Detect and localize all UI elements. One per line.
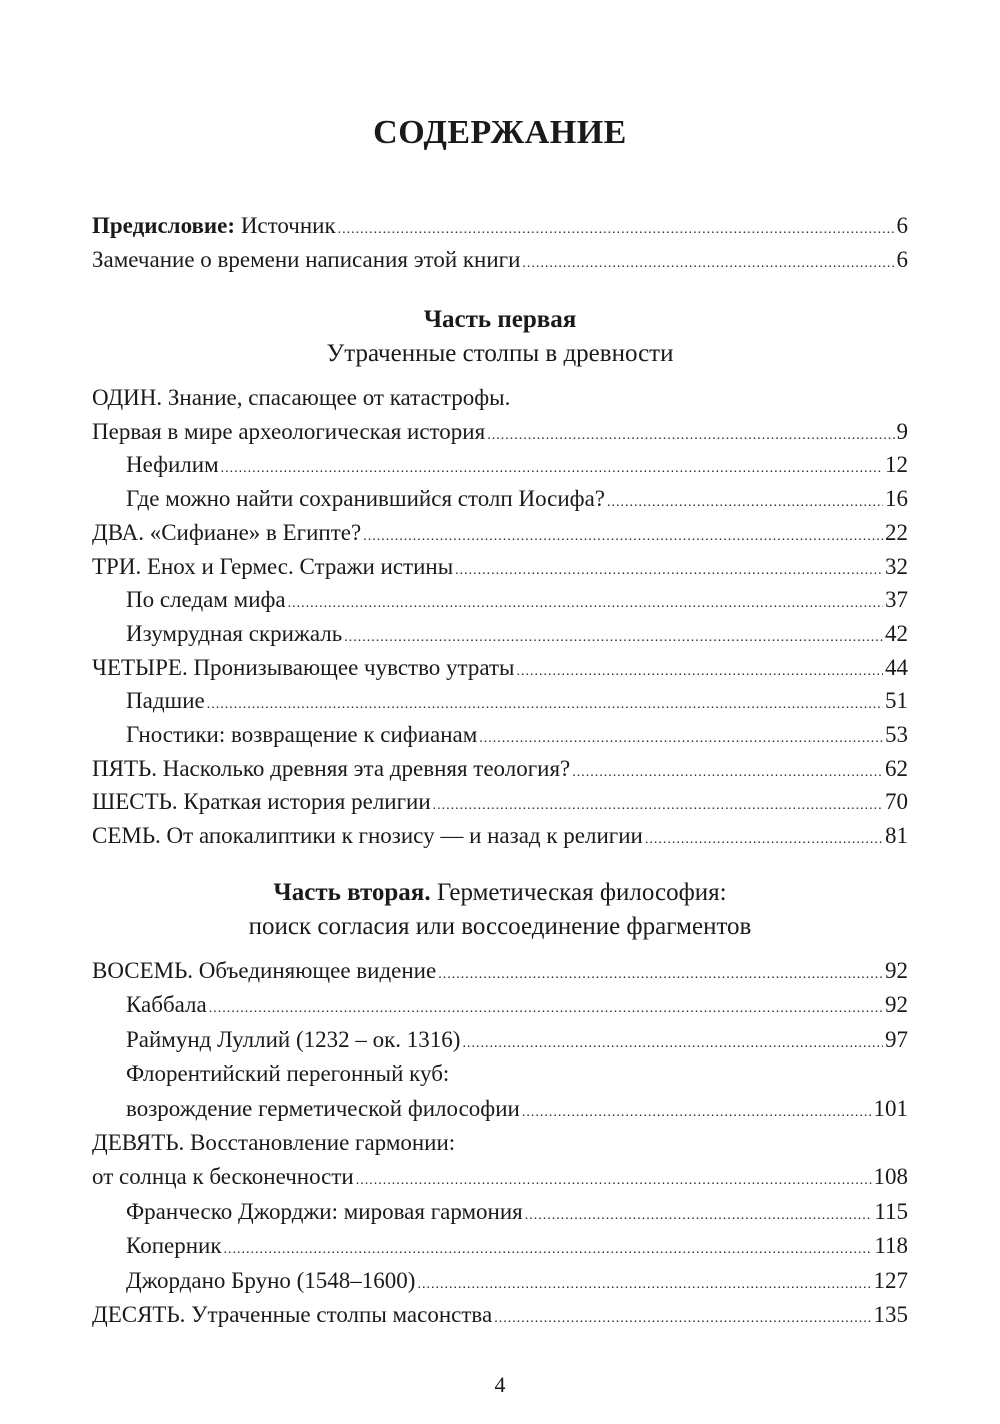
toc-entry[interactable] bbox=[92, 785, 908, 819]
toc-label-text: Источник bbox=[235, 213, 336, 238]
toc-entry[interactable] bbox=[92, 651, 908, 685]
page-number: 4 bbox=[494, 1372, 506, 1397]
toc-entry-label bbox=[92, 209, 336, 243]
toc-entry-label: Флорентийский перегонный куб: bbox=[126, 1061, 450, 1087]
toc-entry-label: СЕМЬ. От апокалиптики к гнозису — и назад к религии bbox=[92, 823, 643, 849]
toc-page-number: 22 bbox=[885, 519, 908, 545]
part1-subtitle: Утраченные столпы в древности bbox=[326, 340, 674, 367]
toc-entry[interactable] bbox=[92, 1057, 908, 1091]
toc-page-number: 135 bbox=[873, 1302, 908, 1327]
toc-entry-label: ТРИ. Енох и Гермес. Стражи истины bbox=[92, 553, 454, 579]
toc-entry[interactable] bbox=[92, 752, 908, 786]
toc-entry[interactable] bbox=[92, 718, 908, 752]
toc-entry-label: Нефилим bbox=[126, 452, 219, 478]
toc-entry[interactable] bbox=[92, 1092, 908, 1126]
toc-page-number: 92 bbox=[885, 992, 908, 1018]
toc-entry-label: Раймунд Луллий (1232 – ок. 1316) bbox=[126, 1026, 461, 1052]
part1-title: Часть первая bbox=[423, 306, 577, 333]
toc-page-number: 81 bbox=[885, 823, 908, 849]
toc-label-bold: Предисловие: bbox=[92, 213, 236, 238]
dot-leader bbox=[417, 1268, 871, 1302]
toc-entry[interactable] bbox=[92, 550, 908, 584]
toc-entry-label: ДВА. «Сифиане» в Египте? bbox=[92, 519, 362, 545]
toc-entry[interactable] bbox=[92, 1023, 908, 1057]
toc-entry-label: ДЕВЯТЬ. Восстановление гармонии: bbox=[92, 1130, 456, 1155]
toc-entry-label: Гностики: возвращение к сифианам bbox=[126, 722, 478, 747]
toc-entry[interactable] bbox=[92, 1298, 908, 1332]
dot-leader bbox=[645, 823, 883, 857]
toc-page-number: 37 bbox=[885, 587, 908, 613]
toc-entry[interactable] bbox=[92, 819, 908, 853]
toc-entry-label: Каббала bbox=[126, 992, 207, 1018]
toc-entry[interactable] bbox=[92, 516, 908, 550]
part2-title-rest: Герметическая философия: bbox=[430, 879, 727, 906]
toc-entry-label: возрождение герметической философии bbox=[126, 1095, 520, 1121]
toc-page-number: 62 bbox=[885, 755, 908, 781]
toc-entry-label: ОДИН. Знание, спасающее от катастрофы. bbox=[92, 385, 511, 410]
toc-entry-label: Франческо Джорджи: мировая гармония bbox=[126, 1198, 523, 1224]
toc-page-number: 6 bbox=[896, 213, 908, 238]
dot-leader bbox=[209, 992, 883, 1026]
toc-entry-label: По следам мифа bbox=[126, 587, 286, 613]
toc-entry-label: ШЕСТЬ. Краткая история религии bbox=[92, 789, 431, 815]
toc-page-number: 44 bbox=[885, 654, 908, 680]
toc-entry[interactable] bbox=[92, 381, 908, 415]
toc-entry-label: ЧЕТЫРЕ. Пронизывающее чувство утраты bbox=[92, 654, 515, 680]
toc-entry-label: ВОСЕМЬ. Объединяющее видение bbox=[92, 958, 437, 983]
toc-entry-label: Падшие bbox=[126, 688, 205, 714]
toc-page-number: 53 bbox=[885, 722, 908, 747]
toc-page-number: 42 bbox=[885, 620, 908, 646]
part2-title: Часть вторая. bbox=[273, 879, 431, 906]
toc-page-number: 6 bbox=[896, 247, 908, 272]
toc-entry-label: Изумрудная скрижаль bbox=[126, 620, 343, 646]
toc-page-number: 118 bbox=[874, 1233, 908, 1259]
toc-entry-note[interactable] bbox=[92, 243, 908, 277]
toc-entry[interactable] bbox=[92, 1195, 908, 1229]
dot-leader bbox=[438, 958, 883, 992]
toc-entry-label: ПЯТЬ. Насколько древняя эта древняя теология? bbox=[92, 755, 571, 781]
toc-entry[interactable] bbox=[92, 482, 908, 516]
dot-leader bbox=[525, 1199, 873, 1233]
page-title: СОДЕРЖАНИЕ bbox=[373, 114, 627, 151]
toc-entry[interactable] bbox=[92, 1126, 908, 1160]
toc-entry[interactable] bbox=[92, 617, 908, 651]
dot-leader bbox=[522, 247, 894, 281]
toc-page-number: 101 bbox=[873, 1095, 908, 1121]
toc-entry[interactable] bbox=[92, 684, 908, 718]
toc-page-number: 70 bbox=[885, 789, 908, 815]
toc-entry[interactable] bbox=[92, 988, 908, 1022]
toc-entry-label: Коперник bbox=[126, 1233, 222, 1259]
toc-entry-label: ДЕСЯТЬ. Утраченные столпы масонства bbox=[92, 1302, 493, 1327]
dot-leader bbox=[356, 1164, 872, 1198]
dot-leader bbox=[494, 1302, 871, 1336]
toc-page-number: 108 bbox=[873, 1164, 908, 1190]
toc-page-number: 16 bbox=[885, 486, 908, 512]
part1-heading bbox=[92, 303, 908, 337]
toc-entry[interactable] bbox=[92, 1160, 908, 1194]
toc-page-number: 9 bbox=[896, 418, 908, 444]
dot-leader bbox=[338, 213, 895, 247]
toc-entry[interactable] bbox=[92, 448, 908, 482]
toc-page-number: 97 bbox=[885, 1026, 908, 1052]
toc-page-number: 32 bbox=[885, 553, 908, 579]
dot-leader bbox=[522, 1096, 872, 1130]
toc-page-number: 12 bbox=[885, 452, 908, 478]
dot-leader bbox=[224, 1233, 873, 1267]
part2-heading bbox=[92, 876, 908, 910]
toc-entry[interactable] bbox=[92, 1264, 908, 1298]
toc-page-number: 115 bbox=[874, 1198, 908, 1224]
toc-page-number: 51 bbox=[885, 688, 908, 714]
toc-entry-label: Джордано Бруно (1548–1600) bbox=[126, 1267, 416, 1293]
toc-entry-label: от солнца к бесконечности bbox=[92, 1164, 354, 1190]
toc-entry-label: Первая в мире археологическая история bbox=[92, 418, 486, 444]
toc-page-number: 92 bbox=[885, 958, 908, 983]
toc-page-number: 127 bbox=[873, 1267, 908, 1293]
toc-entry[interactable] bbox=[92, 954, 908, 988]
toc-entry-label: Где можно найти сохранившийся столп Иосифа? bbox=[126, 486, 605, 512]
toc-entry[interactable] bbox=[92, 1229, 908, 1263]
part2-subtitle: поиск согласия или воссоединение фрагментов bbox=[248, 913, 752, 940]
toc-entry-preface[interactable] bbox=[92, 209, 908, 243]
dot-leader bbox=[462, 1027, 883, 1061]
toc-entry-label: Замечание о времени написания этой книги bbox=[92, 247, 521, 272]
toc-entry[interactable] bbox=[92, 583, 908, 617]
toc-entry[interactable] bbox=[92, 415, 908, 449]
